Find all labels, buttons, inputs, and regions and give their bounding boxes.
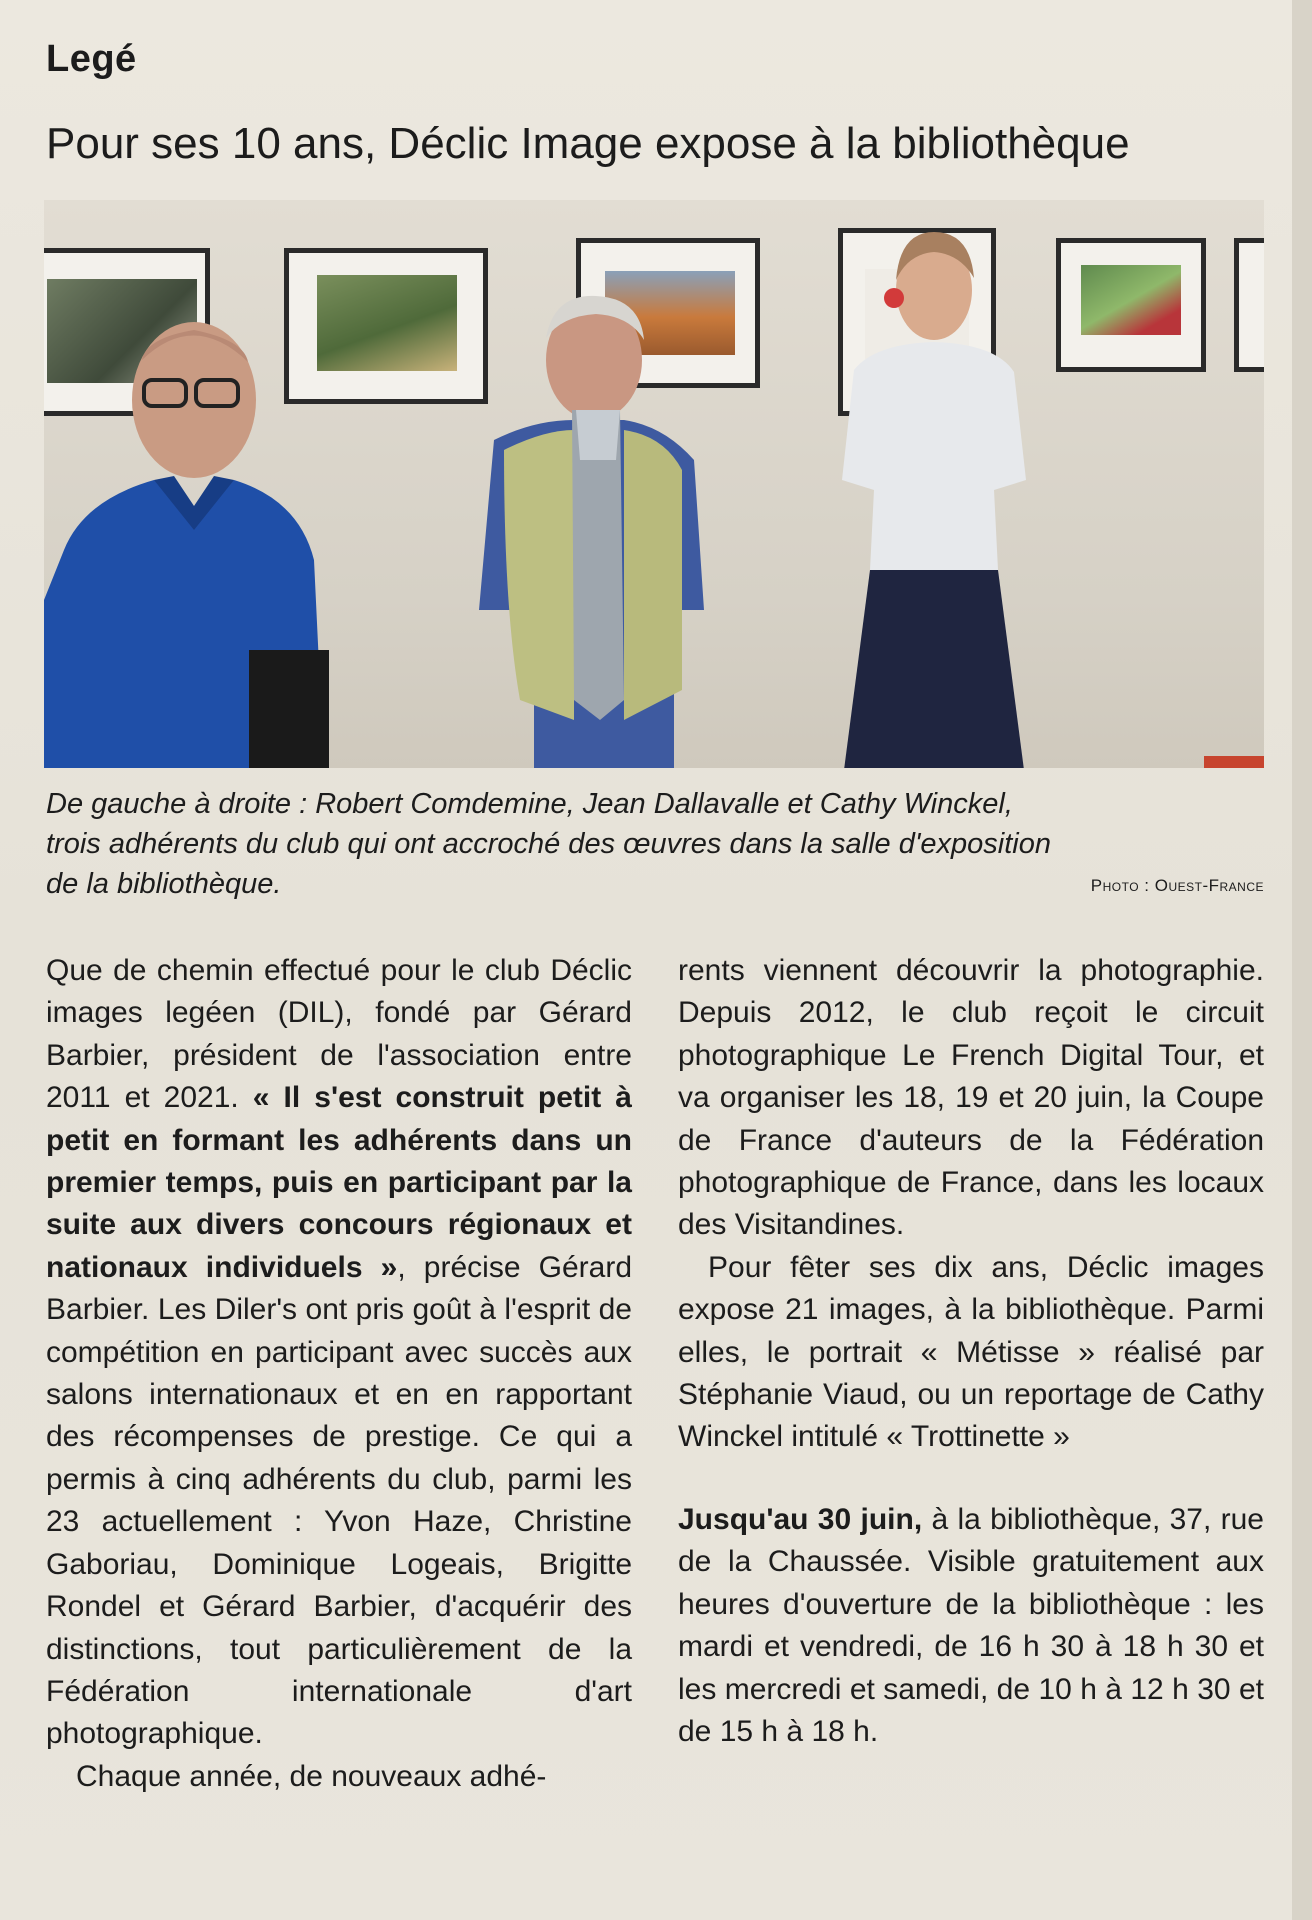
- paragraph: [46, 950, 632, 1756]
- article-photo: [44, 200, 1264, 768]
- photo-credit: Photo : Ouest-France: [1090, 876, 1264, 895]
- article-headline: Pour ses 10 ans, Déclic Image expose à la bibliothèque: [46, 119, 1130, 168]
- person-middle: [424, 280, 724, 768]
- wall-frame-5: [1056, 238, 1206, 372]
- page-edge: [1292, 0, 1312, 1920]
- text-run: à la bibliothèque, 37, rue de la Chaussée. Visible gratuitement aux heures d'ouverture de la bibliothèque : les mardi et vendredi, de 16 h 30 à 18 h 30 et les mercredi et samedi, de 10 h à 12 h 30 et de 15 h à 18 h.: [678, 1502, 1264, 1748]
- caption-line-2: trois adhérents du club qui ont accroché des œuvres dans la salle d'exposition: [46, 828, 1051, 860]
- wall-frame-6: [1234, 238, 1264, 372]
- text-run: Que de chemin effectué pour le club Déclic images legéen (DIL), fondé par Gérard Barbier, président de l'association entre 2011 et 2021.: [46, 954, 632, 1115]
- practical-info: [678, 1499, 1264, 1753]
- person-left: [44, 300, 334, 768]
- floor-strip: [1204, 756, 1264, 768]
- photo-caption: [46, 784, 1246, 904]
- person-right: [804, 220, 1064, 768]
- article-column-2: [678, 950, 1264, 1753]
- caption-line-1: De gauche à droite : Robert Comdemine, Jean Dallavalle et Cathy Winckel,: [46, 788, 1013, 820]
- paragraph: rents viennent découvrir la photographie. Depuis 2012, le club reçoit le circuit photographique Le French Digital Tour, et va organiser les 18, 19 et 20 juin, la Coupe de France d'auteurs de la Fédération photographique de France, dans les locaux des Visitandines.: [678, 954, 1264, 1242]
- quote-bold: « Il s'est construit petit à petit en formant les adhérents dans un premier temps, puis en participant par la suite aux divers concours régionaux et nationaux individuels »: [46, 1081, 632, 1284]
- article-column-1: [46, 950, 632, 1798]
- dates-bold: Jusqu'au 30 juin,: [678, 1502, 923, 1536]
- paragraph: Pour fêter ses dix ans, Déclic images expose 21 images, à la bibliothèque. Parmi elles, le portrait « Métisse » réalisé par Stéphanie Viaud, ou un reportage de Cathy Winckel intitulé « Trottinette »: [678, 1250, 1264, 1454]
- paragraph: Chaque année, de nouveaux adhé-: [76, 1759, 547, 1793]
- caption-line-3: de la bibliothèque.: [46, 868, 282, 900]
- text-run: , précise Gérard Barbier. Les Diler's ont pris goût à l'esprit de compétition en participant avec succès aux salons internationaux et en en rapportant des récompenses de prestige. Ce qui a permis à cinq adhérents du club, parmi les 23 actuellement : Yvon Haze, Christine Gaboriau, Dominique Logeais, Brigitte Rondel et Gérard Barbier, d'acquérir des distinctions, tout particulièrement de la Fédération internationale d'art photographique.: [46, 1250, 632, 1751]
- section-kicker: Legé: [46, 38, 137, 80]
